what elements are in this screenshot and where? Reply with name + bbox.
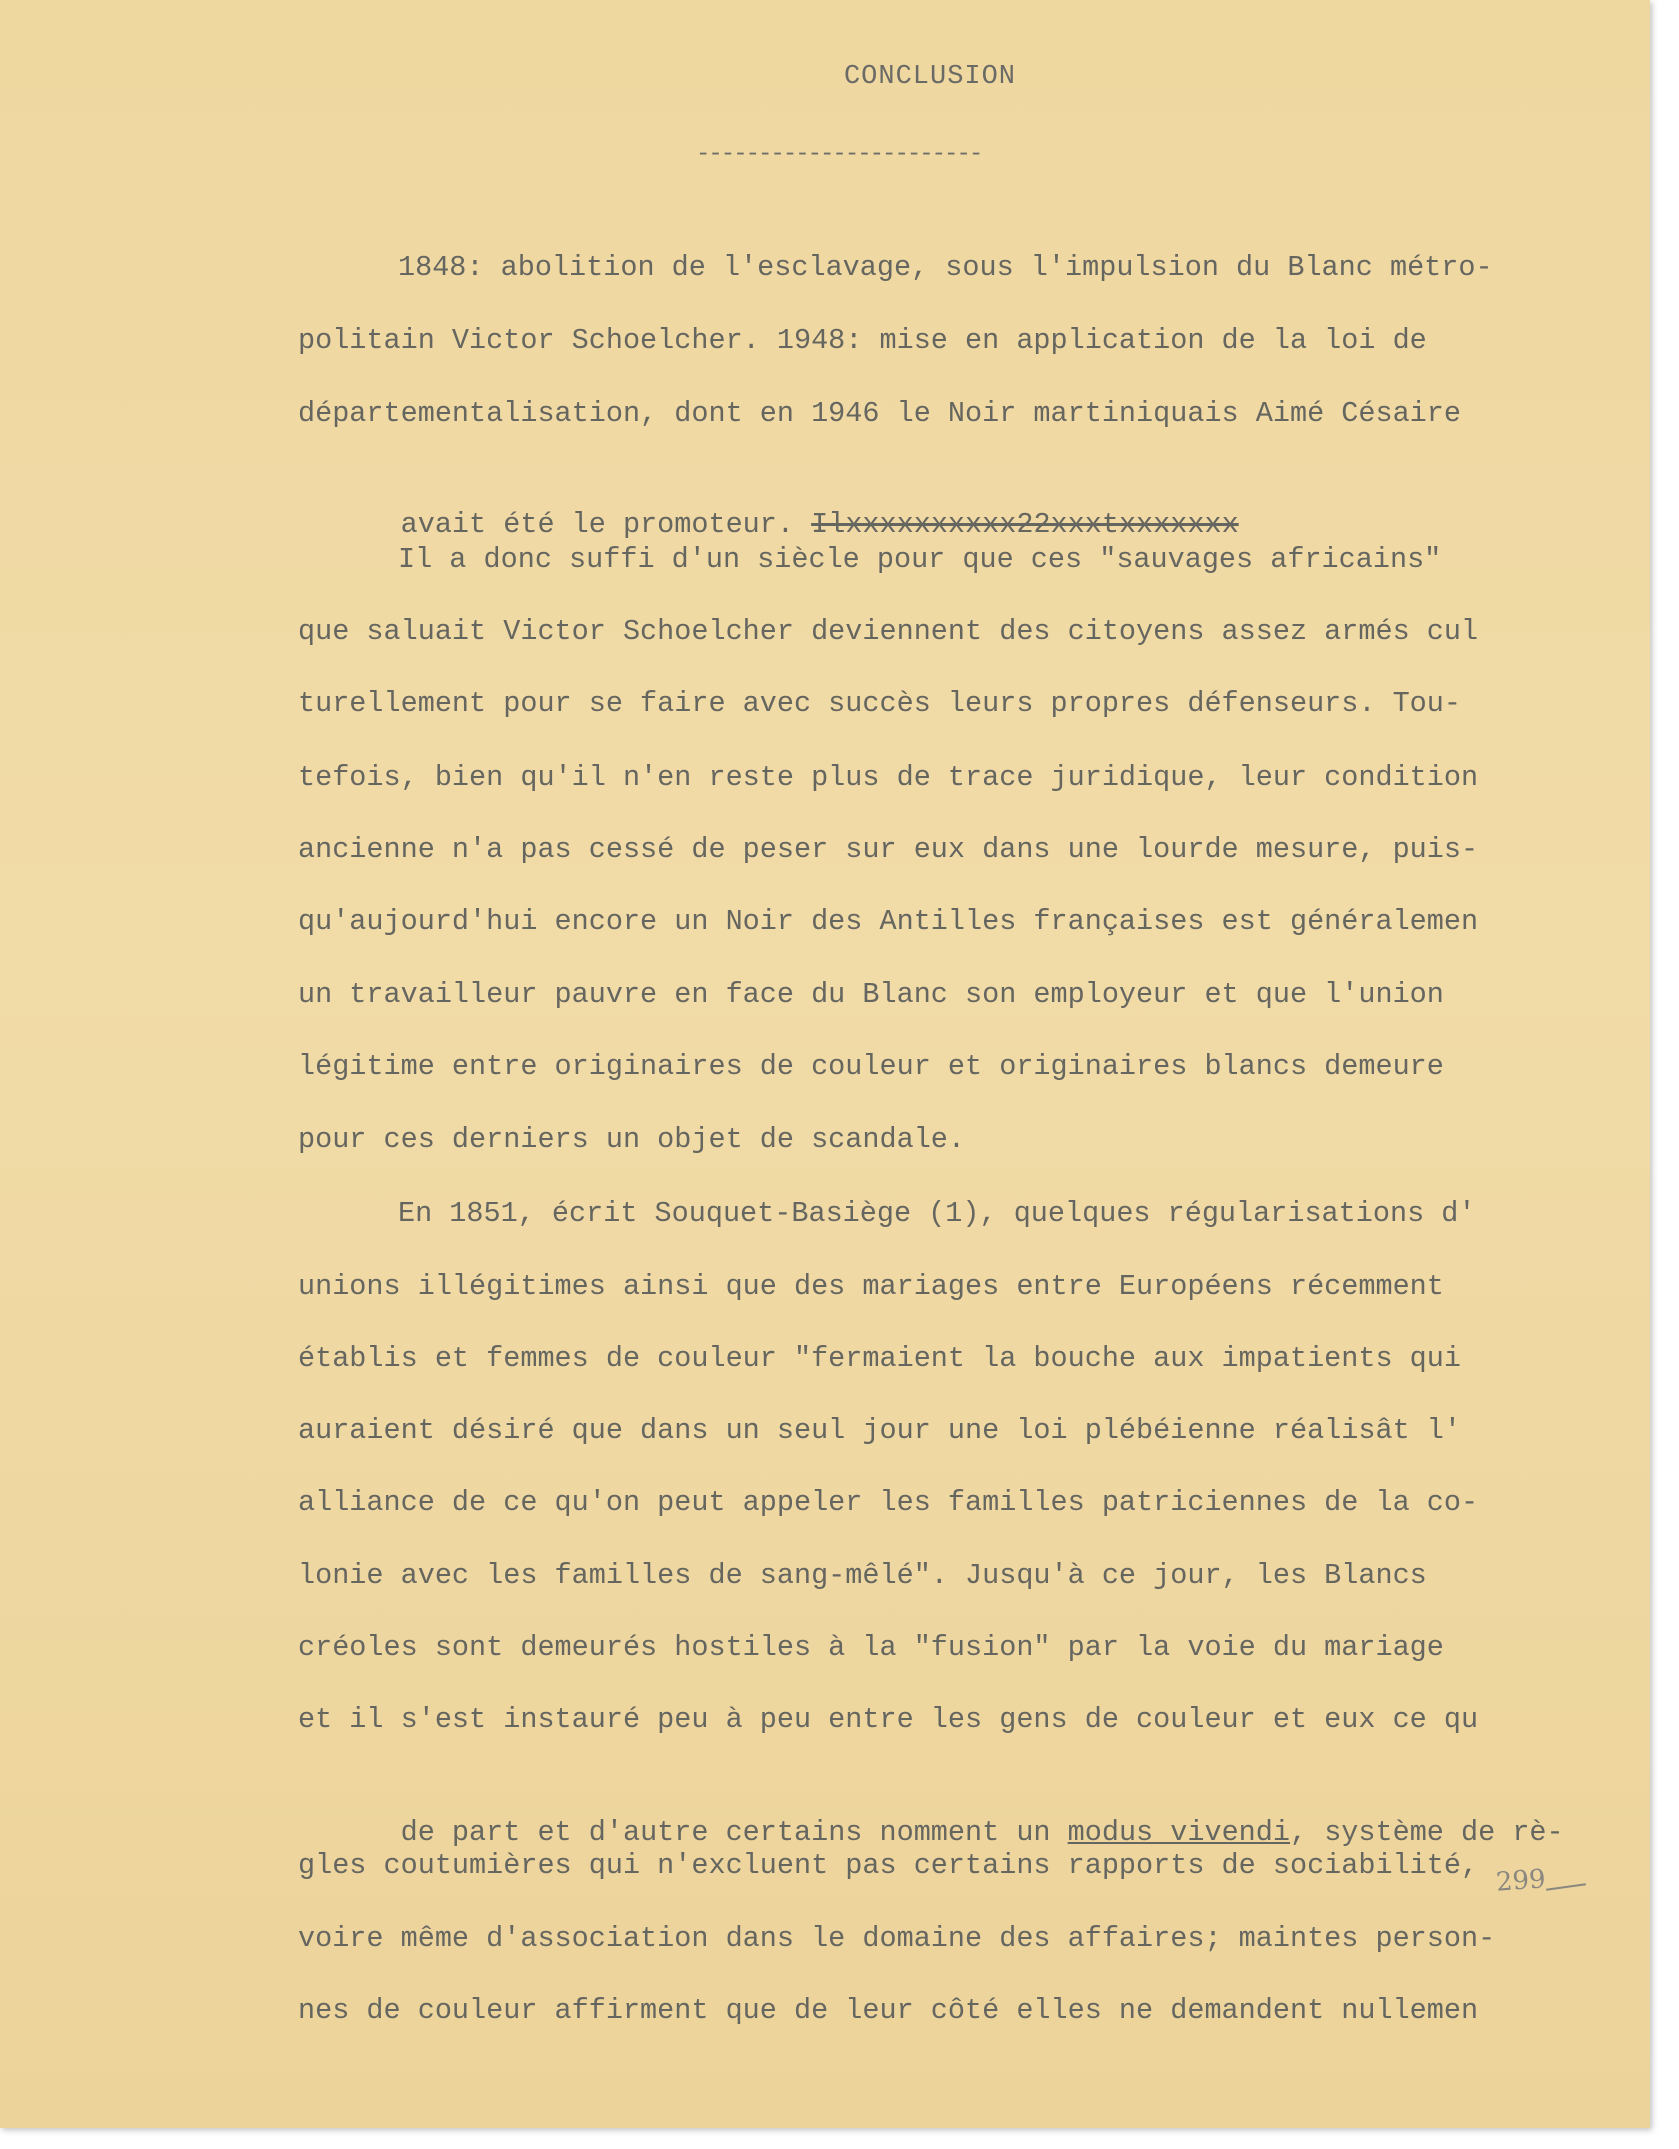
text-segment: , système de rè- <box>1289 1816 1564 1849</box>
text-line: alliance de ce qu'on peut appeler les familles patriciennes de la co- <box>298 1486 1479 1519</box>
text-line: turellement pour se faire avec succès leurs propres défenseurs. Tou- <box>298 687 1461 720</box>
text-line: auraient désiré que dans un seul jour une loi plébéienne réalisât l' <box>298 1414 1461 1447</box>
text-line: et il s'est instauré peu à peu entre les gens de couleur et eux ce qu <box>298 1703 1479 1736</box>
text-line: 1848: abolition de l'esclavage, sous l'impulsion du Blanc métro- <box>398 251 1493 284</box>
text-line: En 1851, écrit Souquet-Basiège (1), quelques régularisations d' <box>398 1197 1476 1230</box>
text-line: qu'aujourd'hui encore un Noir des Antilles françaises est généralemen <box>298 905 1479 938</box>
text-line: Il a donc suffi d'un siècle pour que ces "sauvages africains" <box>398 543 1442 576</box>
text-line: pour ces derniers un objet de scandale. <box>298 1123 966 1156</box>
text-line: départementalisation, dont en 1946 le Noir martiniquais Aimé Césaire <box>298 397 1461 430</box>
body-text <box>298 0 1650 2128</box>
page-heading: CONCLUSION <box>843 62 1017 92</box>
text-line: ancienne n'a pas cessé de peser sur eux dans une lourde mesure, puis- <box>298 833 1479 866</box>
text-segment: de part et d'autre certains nomment un <box>400 1816 1051 1849</box>
text-line: établis et femmes de couleur "fermaient la bouche aux impatients qui <box>298 1342 1461 1375</box>
text-line: créoles sont demeurés hostiles à la "fusion" par la voie du mariage <box>298 1631 1444 1664</box>
text-line: que saluait Victor Schoelcher deviennent des citoyens assez armés cul <box>298 615 1479 648</box>
text-line: tefois, bien qu'il n'en reste plus de trace juridique, leur condition <box>298 761 1479 794</box>
text-line: gles coutumières qui n'excluent pas certains rapports de sociabilité, <box>298 1849 1479 1882</box>
text-line: politain Victor Schoelcher. 1948: mise en application de la loi de <box>298 324 1427 357</box>
text-line: légitime entre originaires de couleur et originaires blancs demeure <box>298 1050 1444 1083</box>
text-line: lonie avec les familles de sang-mêlé". Jusqu'à ce jour, les Blancs <box>298 1559 1427 1592</box>
heading-rule: ----------------------- <box>696 141 982 168</box>
underlined-term: modus vivendi <box>1067 1816 1290 1849</box>
text-line: un travailleur pauvre en face du Blanc son employeur et que l'union <box>298 978 1444 1011</box>
text-line: nes de couleur affirment que de leur côté elles ne demandent nullemen <box>298 1994 1479 2027</box>
handwritten-page-number: 299 <box>1495 1864 1547 1898</box>
text-line: voire même d'association dans le domaine des affaires; maintes person- <box>298 1922 1496 1955</box>
text-line <box>298 465 1239 541</box>
text-line <box>298 1773 1564 1849</box>
text-segment: avait été le promoteur. <box>400 508 794 541</box>
struck-out-text: Ilxxxxxxxxxx22xxxtxxxxxxx <box>811 508 1239 541</box>
text-line: unions illégitimes ainsi que des mariages entre Européens récemment <box>298 1270 1444 1303</box>
